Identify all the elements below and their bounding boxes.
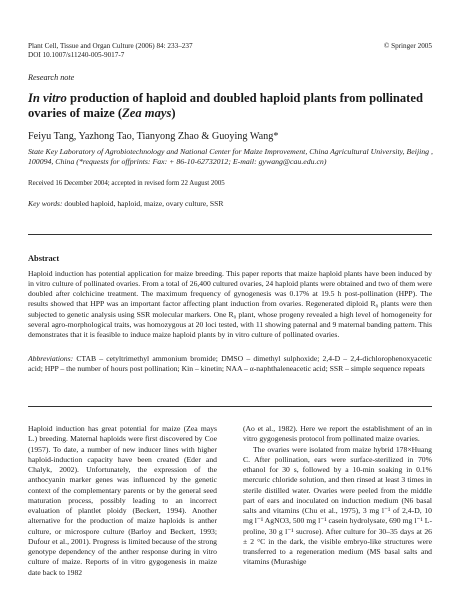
title-italic-part: In vitro [28,91,67,105]
body-column-right [243,424,432,568]
body-paragraph: (Ao et al., 1982). Here we report the establishment of an in vitro gygogenesis protocol from pollinated maize ovaries. [243,424,432,444]
keywords [28,199,223,208]
title-end: ) [171,106,176,120]
abbreviations-label: Abbreviations: [28,354,74,363]
keywords-text: doubled haploid, haploid, maize, ovary culture, SSR [62,199,224,208]
abbreviations-text: CTAB – cetyltrimethyl ammonium bromide; DMSO – dimethyl sulphoxide; 2,4-D – 2,4-dichlorophenoxyacetic acid; HPP – the number of hours post pollination; Kin – kinetin; NAA – α-naphthaleneacetic acid; SSR – simple sequence repeats [28,354,432,374]
body-paragraph: Haploid induction has great potential for maize (Zea mays L.) breeding. Maternal haploids were first discovered by Coe (1957). To date, a number of new inducer lines with higher haploid-induction capacity have been created (Eder and Chalyk, 2002). Unfortunately, the expression of the anthocyanin marker genes was influenced by the genetic context of the complementary parents or by the general seed maturation process, possibly leading to an incorrect evaluation of plantlet ploidy (Beckert, 1994). Another alternative for the production of maize haploids is anther culture, or microspore culture (Barloy and Beckert, 1993; Dufour et al., 2001). Progress is limited because of the strong genotype dependency of the anther response during in vitro culture of maize. Reports of in vitro gygogenesis in maize date back to 1982 [28,424,217,577]
body-paragraph: The ovaries were isolated from maize hybrid 178×Huang C. After pollination, ears were surface-sterilized in 70% ethanol for 30 s, followed by a 10-min soaking in 0.1% mercuric chloride solution, and then rinsed at least 3 times in sterile distilled water. Ovaries were peeled from the middle part of ears and inoculated on induction medium (N6 basal salts and vitamins (Chu et al., 1975), 3 mg l⁻¹ of 2,4-D, 10 mg l⁻¹ AgNO3, 500 mg l⁻¹ casein hydrolysate, 690 mg l⁻¹ L-proline, 30 g l⁻¹ sucrose). After culture for 30–35 days at 26 ± 2 °C in the dark, the visible embryo-like structures were transferred to a regeneration medium (MS basal salts and vitamins (Murashige [243,444,432,567]
abstract-heading: Abstract [28,254,60,263]
title-species: Zea mays [122,106,172,120]
doi: DOI 10.1007/s11240-005-9017-7 [28,51,125,59]
divider-bottom [28,406,432,407]
article-section-type: Research note [28,73,75,82]
author-affiliation: State Key Laboratory of Agrobiotechnology and National Center for Maize Improvement, China Agricultural University, Beijing , 100094, China (*requests for offprints: Fax: + 86-10-62732012; E-mail: gywang@cau.edu.cn) [28,147,433,166]
author-list: Feiyu Tang, Yazhong Tao, Tianyong Zhao & Guoying Wang* [28,131,279,142]
divider-top [28,234,432,235]
publisher-copyright: © Springer 2005 [383,42,432,50]
journal-header [28,42,278,60]
keywords-label: Key words: [28,199,63,208]
title-main-text: production of haploid and doubled haploid plants from pollinated ovaries of maize ( [28,91,423,120]
journal-citation: Plant Cell, Tissue and Organ Culture (2006) 84: 233–237 [28,42,193,50]
abstract-text: Haploid induction has potential application for maize breeding. This paper reports that maize haploid plants have been induced by in vitro culture of pollinated ovaries. From a total of 26,400 cultured ovaries, 24 haploid plants were obtained and two of them were doubled after colchicine treatment. The maximum frequency of gynogenesis was 0.17% at 19.5 h post-pollination (HPP). The results showed that HPP was an important factor affecting plant induction from ovaries. Regenerated diploid R₀ plants were then subjected to genetic analysis using SSR molecular markers. One R₀ plant, whose progeny revealed a high level of homogeneity for several agro-morphological traits, was homozygous at 20 loci tested, with 11 showing paternal and 9 maternal banding pattern. This demonstrates that it is feasible to induce maize haploid plants by in vitro culture of pollinated ovaries. [28,269,432,339]
submission-dates: Received 16 December 2004; accepted in revised form 22 August 2005 [28,180,225,187]
article-title [28,91,432,121]
body-column-left [28,424,217,578]
abbreviations [28,354,432,374]
